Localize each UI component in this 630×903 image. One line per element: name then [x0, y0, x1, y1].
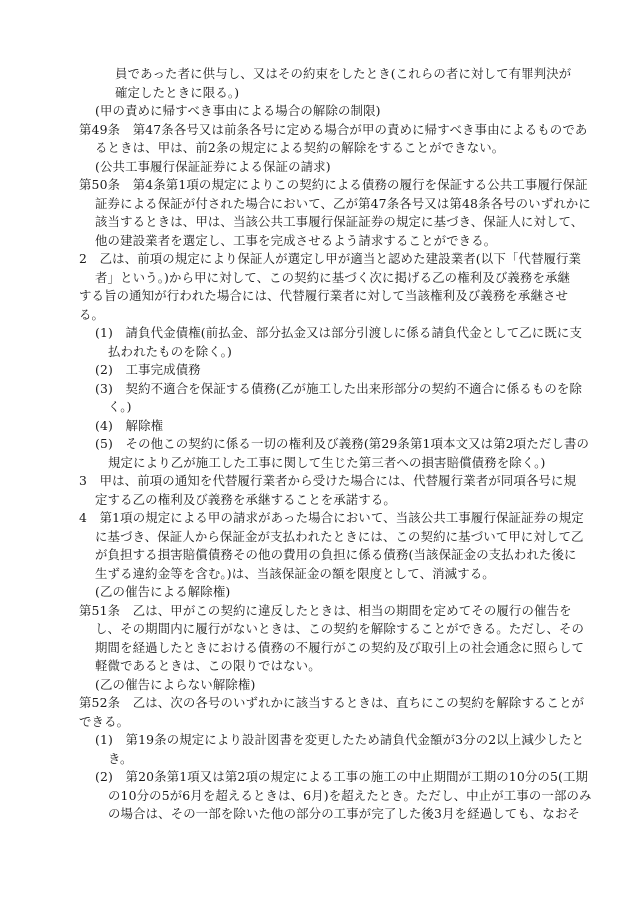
- text-line: 第50条 第4条第1項の規定によりこの契約による債務の履行を保証する公共工事履行保証: [79, 177, 588, 192]
- text-line: する旨の通知が行われた場合には、代替履行業者に対して当該権利及び義務を承継させ: [79, 288, 569, 303]
- text-line: 第52条 乙は、次の各号のいずれかに該当するときは、直ちにこの契約を解除することが: [79, 695, 585, 710]
- text-line: に基づき、保証人から保証金が支払われたときには、この契約に基づいて甲に対して乙: [95, 528, 584, 544]
- text-line: が負担する損害賠償債務その他の費用の負担に係る債務(当該保証金の支払われた後に: [95, 547, 577, 562]
- text-line: 4 第1項の規定による甲の請求があった場合において、当該公共工事履行保証証券の規定: [79, 510, 584, 525]
- text-line: 他の建設業者を選定し、工事を完成させるよう請求することができる。: [95, 232, 497, 248]
- text-line: 員であった者に供与し、又はその約束をしたとき(これらの者に対して有罪判決が: [115, 66, 572, 81]
- text-line: の10分の5が6月を超えるときは、6月)を超えたとき。ただし、中止が工事の一部のみ: [108, 787, 592, 803]
- text-line: (公共工事履行保証証券による保証の請求): [95, 158, 331, 174]
- text-line: 3 甲は、前項の通知を代替履行業者から受けた場合には、代替履行業者が同項各号に規: [79, 473, 577, 488]
- text-line: 者」という。)から甲に対して、この契約に基づく次に掲げる乙の権利及び義務を承継: [95, 269, 571, 285]
- text-line: (4) 解除権: [95, 417, 164, 433]
- text-line: (2) 工事完成債務: [95, 362, 201, 377]
- text-line: (1) 第19条の規定により設計図書を変更したため請負代金額が3分の2以上減少したと: [95, 732, 585, 747]
- text-line: (3) 契約不適合を保証する債務(乙が施工した出来形部分の契約不適合に係るものを除: [95, 380, 582, 396]
- text-line: (乙の催告による解除権): [95, 584, 231, 599]
- text-line: し、その期間内に履行がないときは、この契約を解除することができる。ただし、その: [95, 621, 585, 636]
- text-line: (1) 請負代金債権(前払金、部分払金又は部分引渡しに係る請負代金として乙に既に支: [95, 325, 582, 340]
- text-line: 該当するときは、甲は、当該公共工事履行保証証券の規定に基づき、保証人に対して、: [95, 214, 584, 229]
- text-line: 定する乙の権利及び義務を承継することを承諾する。: [95, 491, 396, 507]
- text-line: 第49条 第47条各号又は前条各号に定める場合が甲の責めに帰すべき事由によるものであ: [79, 121, 588, 137]
- text-line: できる。: [79, 713, 130, 729]
- text-line: 生ずる違約金等を含む。)は、当該保証金の額を限度として、消滅する。: [95, 565, 495, 581]
- text-line: き。: [108, 750, 133, 766]
- text-line: (5) その他この契約に係る一切の権利及び義務(第29条第1項本文又は第2項ただし書の: [95, 436, 590, 451]
- text-line: (甲の責めに帰すべき事由による場合の解除の制限): [95, 103, 381, 118]
- text-line: るときは、甲は、前2条の規定による契約の解除をすることができない。: [95, 140, 505, 155]
- text-line: 軽微であるときは、この限りではない。: [95, 658, 321, 673]
- text-line: の場合は、その一部を除いた他の部分の工事が完了した後3月を経過しても、なおそ: [108, 806, 581, 821]
- text-line: く。): [108, 399, 132, 414]
- text-line: (乙の催告によらない解除権): [95, 676, 256, 692]
- text-line: 規定により乙が施工した工事に関して生じた第三者への損害賠償債務を除く。): [108, 454, 546, 470]
- text-line: 2 乙は、前項の規定により保証人が選定し甲が適当と認めた建設業者(以下「代替履行業: [79, 251, 582, 266]
- text-line: る。: [79, 306, 105, 322]
- text-line: 証券による保証が付された場合において、乙が第47条各号又は第48条各号のいずれかに: [95, 195, 591, 211]
- text-line: (2) 第20条第1項又は第2項の規定による工事の施工の中止期間が工期の10分の5(工期: [95, 769, 589, 784]
- text-line: 払われたものを除く。): [108, 343, 232, 359]
- text-line: 第51条 乙は、甲がこの契約に違反したときは、相当の期間を定めてその履行の催告を: [79, 602, 572, 618]
- text-line: 期間を経過したときにおける債務の不履行がこの契約及び取引上の社会通念に照らして: [95, 639, 585, 655]
- text-line: 確定したときに限る。): [115, 84, 240, 100]
